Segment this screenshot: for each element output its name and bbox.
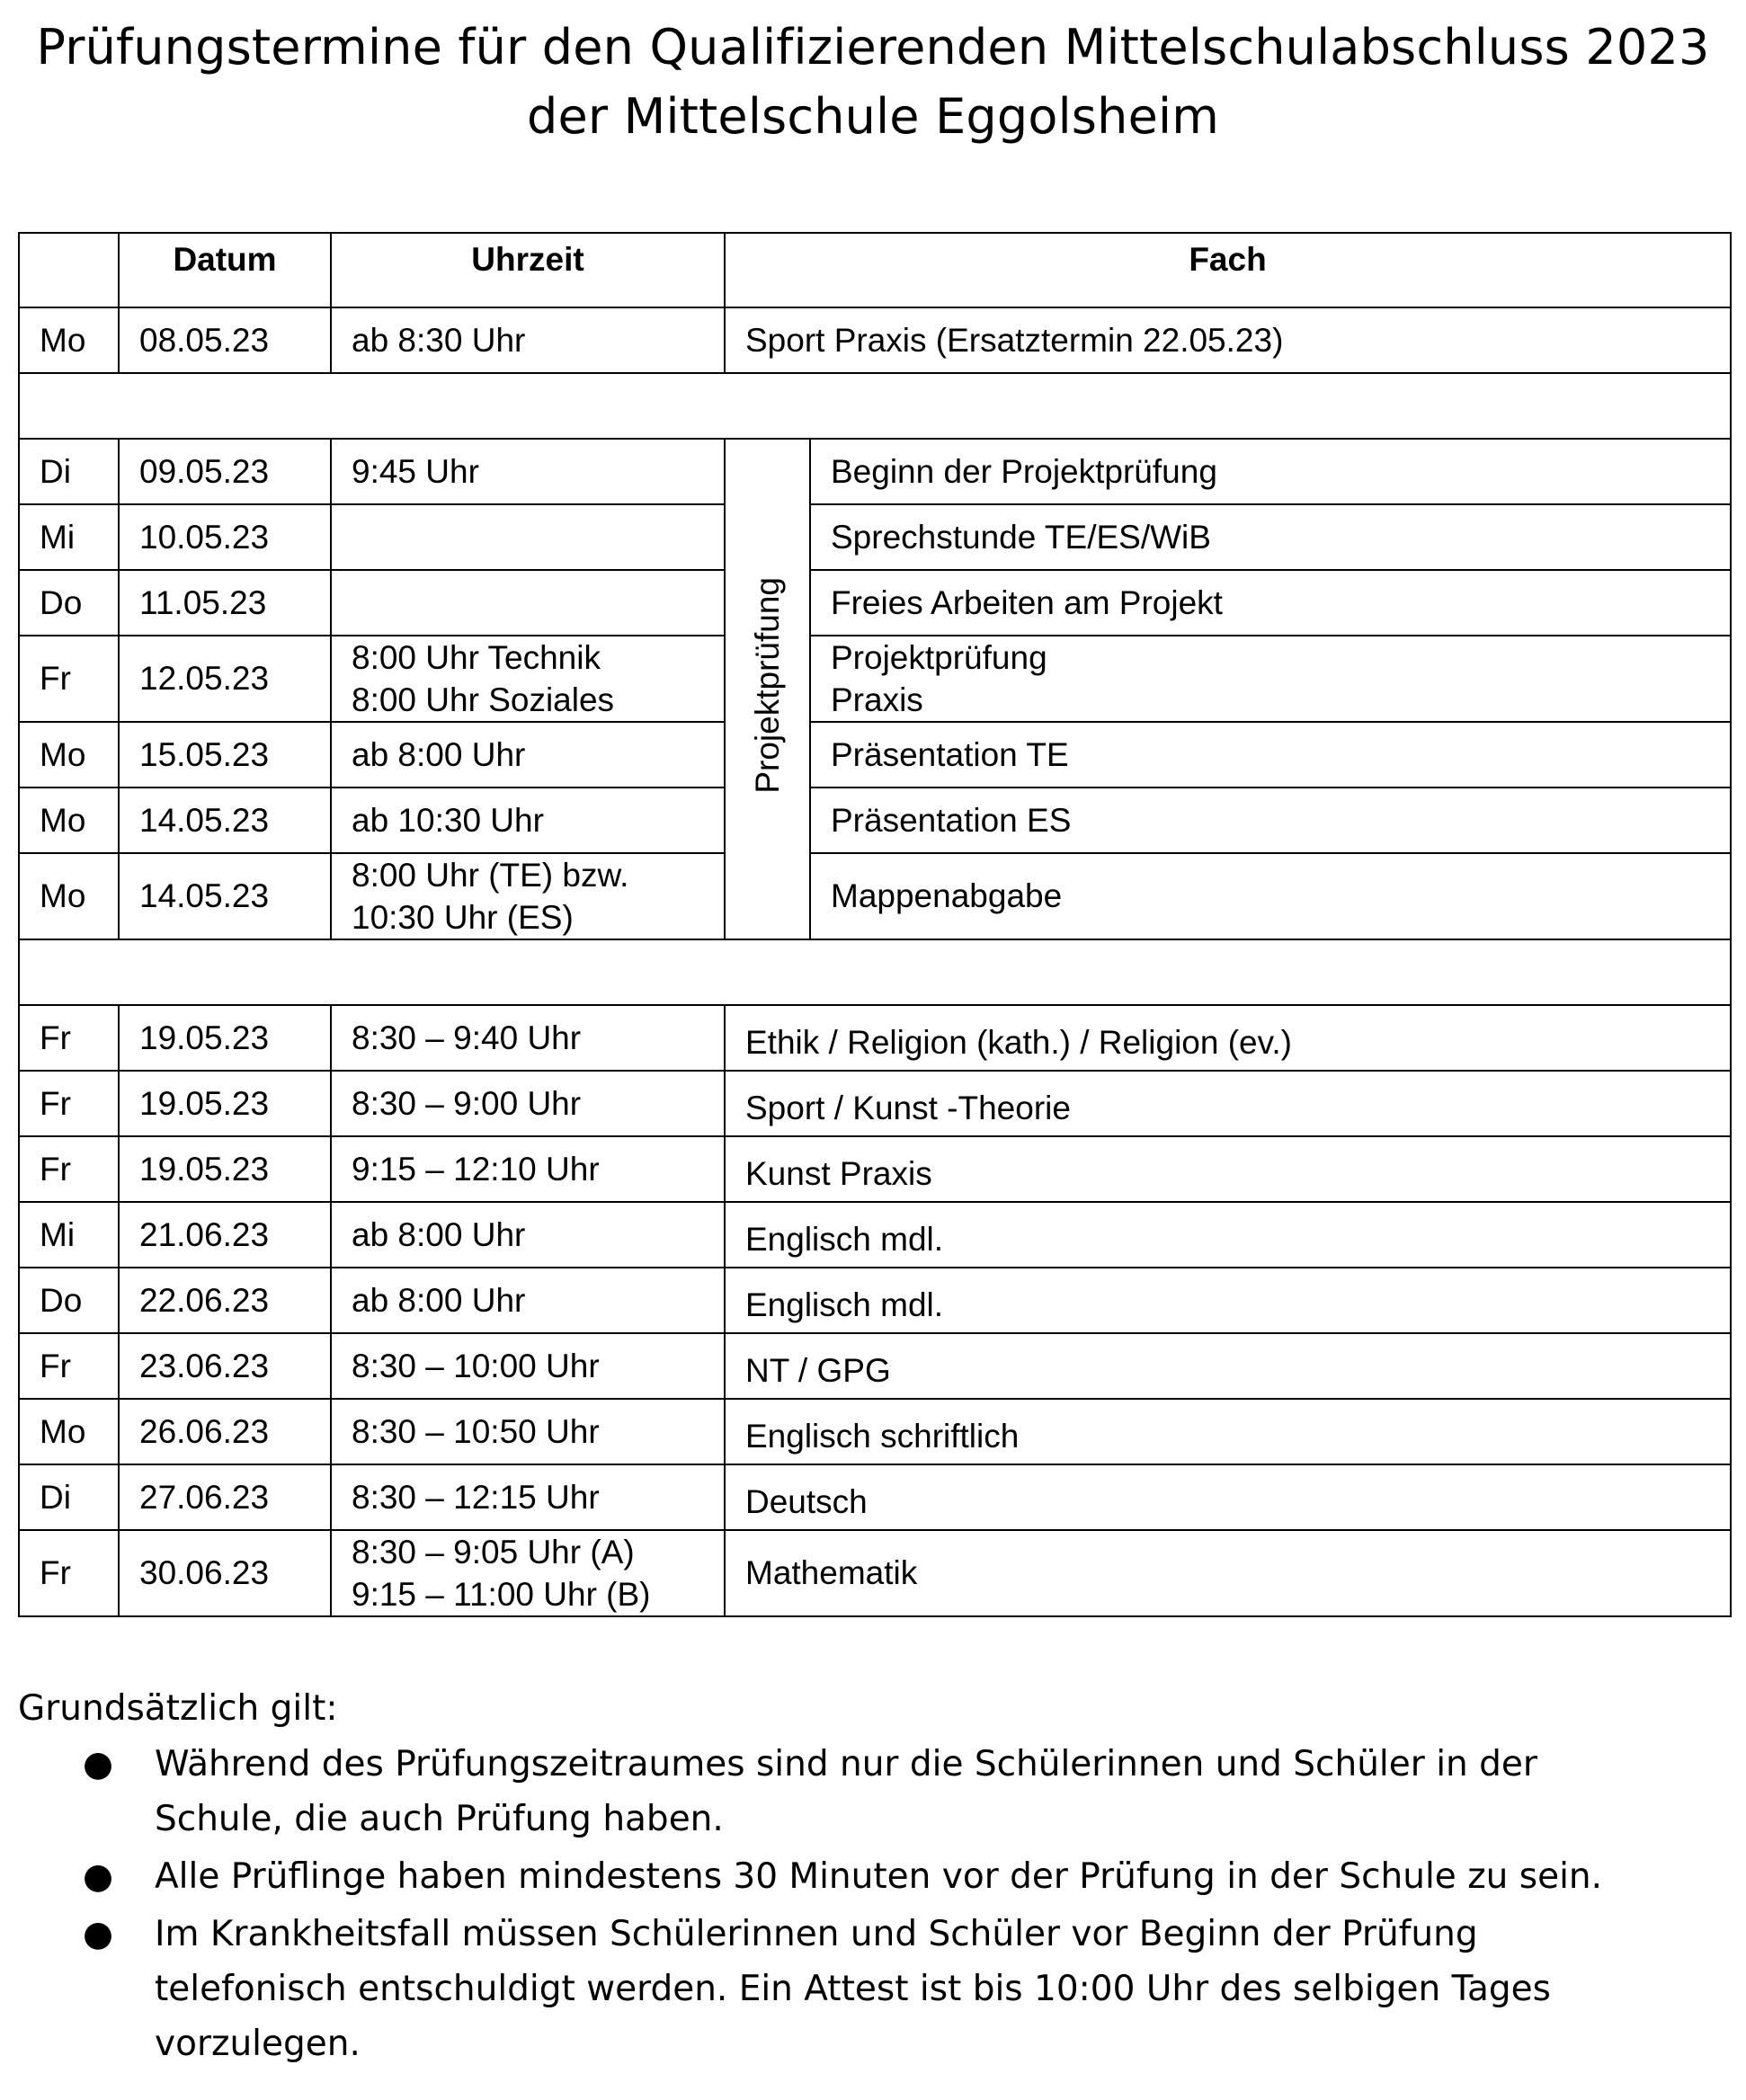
table-row bbox=[19, 504, 1731, 570]
cell-uhrzeit-line: 10:30 Uhr (ES) bbox=[352, 899, 574, 936]
cell-fach: Kunst Praxis bbox=[725, 1136, 1731, 1202]
cell-fach-line: Projektprüfung bbox=[831, 639, 1047, 676]
rules-heading: Grundsätzlich gilt: bbox=[18, 1688, 338, 1729]
cell-tag: Fr bbox=[19, 1333, 119, 1399]
cell-fach-line: Freies Arbeiten am Projekt bbox=[831, 583, 1223, 621]
cell-fach bbox=[810, 439, 1731, 504]
cell-tag: Mo bbox=[19, 1399, 119, 1464]
cell-tag: Mo bbox=[19, 722, 119, 788]
cell-tag: Mi bbox=[19, 1202, 119, 1268]
cell-uhrzeit-line: 8:00 Uhr (TE) bzw. bbox=[352, 857, 629, 894]
cell-uhrzeit-line: 8:00 Uhr Technik bbox=[352, 639, 601, 676]
table-row bbox=[19, 1005, 1731, 1071]
cell-fach: NT / GPG bbox=[725, 1333, 1731, 1399]
cell-datum: 23.06.23 bbox=[119, 1333, 331, 1399]
cell-uhrzeit-line: ab 8:00 Uhr bbox=[352, 1281, 526, 1319]
cell-uhrzeit bbox=[331, 722, 725, 788]
separator-cell bbox=[19, 373, 1731, 439]
cell-fach bbox=[810, 504, 1731, 570]
cell-tag: Fr bbox=[19, 1136, 119, 1202]
cell-uhrzeit bbox=[331, 636, 725, 722]
cell-uhrzeit-line: 8:00 Uhr Soziales bbox=[352, 681, 615, 718]
rule-line: Schule, die auch Prüfung haben. bbox=[155, 1799, 724, 1839]
cell-fach: Ethik / Religion (kath.) / Religion (ev.) bbox=[725, 1005, 1731, 1071]
cell-datum: 11.05.23 bbox=[119, 570, 331, 636]
cell-uhrzeit-line: 8:30 – 9:40 Uhr bbox=[352, 1019, 582, 1056]
cell-datum: 12.05.23 bbox=[119, 636, 331, 722]
separator-row bbox=[19, 939, 1731, 1005]
cell-datum: 22.06.23 bbox=[119, 1268, 331, 1333]
cell-datum: 14.05.23 bbox=[119, 853, 331, 939]
header-tag bbox=[19, 233, 119, 307]
table-row bbox=[19, 1071, 1731, 1136]
cell-fach: Englisch mdl. bbox=[725, 1268, 1731, 1333]
header-datum: Datum bbox=[119, 233, 331, 307]
exam-schedule-table bbox=[18, 232, 1732, 1617]
cell-fach bbox=[810, 788, 1731, 853]
cell-tag: Fr bbox=[19, 636, 119, 722]
page-title bbox=[0, 13, 1746, 151]
cell-uhrzeit-line: ab 8:00 Uhr bbox=[352, 735, 526, 773]
cell-datum: 08.05.23 bbox=[119, 307, 331, 373]
rules-list bbox=[18, 1737, 1726, 2074]
cell-datum: 30.06.23 bbox=[119, 1530, 331, 1616]
cell-fach bbox=[810, 636, 1731, 722]
table-row bbox=[19, 788, 1731, 853]
rule-item bbox=[18, 1737, 1726, 1846]
table-row bbox=[19, 1333, 1731, 1399]
cell-fach-line: Praxis bbox=[831, 681, 923, 718]
cell-uhrzeit bbox=[331, 1268, 725, 1333]
cell-tag: Fr bbox=[19, 1071, 119, 1136]
cell-uhrzeit bbox=[331, 1464, 725, 1530]
cell-datum: 10.05.23 bbox=[119, 504, 331, 570]
cell-datum: 19.05.23 bbox=[119, 1005, 331, 1071]
table-row bbox=[19, 1399, 1731, 1464]
cell-uhrzeit-line: ab 10:30 Uhr bbox=[352, 801, 544, 839]
cell-uhrzeit-line: 8:30 – 10:50 Uhr bbox=[352, 1412, 600, 1450]
cell-uhrzeit-line: ab 8:00 Uhr bbox=[352, 1215, 526, 1253]
cell-tag: Fr bbox=[19, 1005, 119, 1071]
cell-uhrzeit bbox=[331, 439, 725, 504]
header-uhrzeit: Uhrzeit bbox=[331, 233, 725, 307]
table-row bbox=[19, 636, 1731, 722]
cell-datum: 14.05.23 bbox=[119, 788, 331, 853]
cell-uhrzeit-line: 8:30 – 12:15 Uhr bbox=[352, 1478, 600, 1516]
cell-fach-line: Präsentation TE bbox=[831, 735, 1069, 773]
cell-tag: Fr bbox=[19, 1530, 119, 1616]
cell-uhrzeit-line: 9:15 – 12:10 Uhr bbox=[352, 1150, 600, 1188]
rule-item bbox=[18, 1907, 1726, 2071]
separator-cell bbox=[19, 939, 1731, 1005]
cell-uhrzeit-line: 8:30 – 9:00 Uhr bbox=[352, 1084, 582, 1122]
cell-datum: 27.06.23 bbox=[119, 1464, 331, 1530]
cell-tag: Mi bbox=[19, 504, 119, 570]
table-row bbox=[19, 1464, 1731, 1530]
cell-datum: 19.05.23 bbox=[119, 1136, 331, 1202]
cell-uhrzeit bbox=[331, 1530, 725, 1616]
exam-section bbox=[19, 1005, 1731, 1616]
header-fach: Fach bbox=[725, 233, 1731, 307]
rule-line: Während des Prüfungszeitraumes sind nur die Schülerinnen und Schüler in der bbox=[155, 1744, 1537, 1784]
cell-datum: 21.06.23 bbox=[119, 1202, 331, 1268]
table-row bbox=[19, 1530, 1731, 1616]
rule-item bbox=[18, 1849, 1726, 1904]
cell-uhrzeit bbox=[331, 1202, 725, 1268]
cell-fach bbox=[810, 570, 1731, 636]
cell-fach: Englisch schriftlich bbox=[725, 1399, 1731, 1464]
cell-uhrzeit bbox=[331, 1136, 725, 1202]
table-row bbox=[19, 1202, 1731, 1268]
cell-datum: 09.05.23 bbox=[119, 439, 331, 504]
table-row bbox=[19, 570, 1731, 636]
cell-fach: Sport Praxis (Ersatztermin 22.05.23) bbox=[725, 307, 1731, 373]
title-line-2: der Mittelschule Eggolsheim bbox=[527, 88, 1219, 145]
table-row bbox=[19, 853, 1731, 939]
cell-uhrzeit bbox=[331, 1071, 725, 1136]
cell-fach-line: Mappenabgabe bbox=[831, 877, 1063, 914]
bullet-icon: ● bbox=[83, 1856, 114, 1897]
projekt-section bbox=[19, 439, 1731, 939]
separator-section bbox=[19, 939, 1731, 1005]
cell-fach: Deutsch bbox=[725, 1464, 1731, 1530]
cell-uhrzeit-line: 9:45 Uhr bbox=[352, 452, 479, 490]
cell-fach bbox=[810, 722, 1731, 788]
projekt-label: Projektprüfung bbox=[748, 576, 786, 794]
rule-line: Im Krankheitsfall müssen Schülerinnen und Schüler vor Beginn der Prüfung bbox=[155, 1914, 1478, 1954]
cell-tag: Di bbox=[19, 439, 119, 504]
table-row bbox=[19, 722, 1731, 788]
cell-uhrzeit bbox=[331, 570, 725, 636]
table-row bbox=[19, 1268, 1731, 1333]
cell-uhrzeit bbox=[331, 853, 725, 939]
table-row bbox=[19, 1136, 1731, 1202]
cell-uhrzeit bbox=[331, 1333, 725, 1399]
rule-line: vorzulegen. bbox=[155, 2024, 361, 2064]
cell-fach: Sport / Kunst -Theorie bbox=[725, 1071, 1731, 1136]
cell-datum: 15.05.23 bbox=[119, 722, 331, 788]
cell-tag: Di bbox=[19, 1464, 119, 1530]
cell-fach-line: Sprechstunde TE/ES/WiB bbox=[831, 518, 1211, 556]
cell-uhrzeit-line: 8:30 – 10:00 Uhr bbox=[352, 1347, 600, 1384]
table-row-sport bbox=[19, 307, 1731, 373]
bullet-icon: ● bbox=[83, 1744, 114, 1784]
rule-line: Alle Prüflinge haben mindestens 30 Minuten vor der Prüfung in der Schule zu sein. bbox=[155, 1856, 1603, 1897]
cell-fach: Mathematik bbox=[725, 1530, 1731, 1616]
cell-fach bbox=[810, 853, 1731, 939]
cell-tag: Mo bbox=[19, 788, 119, 853]
rule-line: telefonisch entschuldigt werden. Ein Attest ist bis 10:00 Uhr des selbigen Tages bbox=[155, 1969, 1551, 2009]
cell-uhrzeit-line: 8:30 – 9:05 Uhr (A) bbox=[352, 1534, 635, 1571]
separator-row bbox=[19, 373, 1731, 439]
cell-uhrzeit: ab 8:30 Uhr bbox=[331, 307, 725, 373]
cell-fach: Englisch mdl. bbox=[725, 1202, 1731, 1268]
table-header-row bbox=[19, 233, 1731, 307]
title-line-1: Prüfungstermine für den Qualifizierenden Mittelschulabschluss 2023 bbox=[36, 19, 1710, 76]
cell-tag: Mo bbox=[19, 853, 119, 939]
cell-tag: Mo bbox=[19, 307, 119, 373]
cell-uhrzeit-line: 9:15 – 11:00 Uhr (B) bbox=[352, 1576, 651, 1613]
projekt-label-cell bbox=[725, 439, 810, 939]
cell-tag: Do bbox=[19, 1268, 119, 1333]
cell-uhrzeit bbox=[331, 504, 725, 570]
cell-uhrzeit bbox=[331, 788, 725, 853]
bullet-icon: ● bbox=[83, 1914, 114, 1954]
cell-fach-line: Präsentation ES bbox=[831, 801, 1072, 839]
cell-tag: Do bbox=[19, 570, 119, 636]
table-row bbox=[19, 439, 1731, 504]
cell-uhrzeit bbox=[331, 1005, 725, 1071]
cell-datum: 26.06.23 bbox=[119, 1399, 331, 1464]
cell-uhrzeit bbox=[331, 1399, 725, 1464]
cell-fach-line: Beginn der Projektprüfung bbox=[831, 452, 1217, 490]
cell-datum: 19.05.23 bbox=[119, 1071, 331, 1136]
